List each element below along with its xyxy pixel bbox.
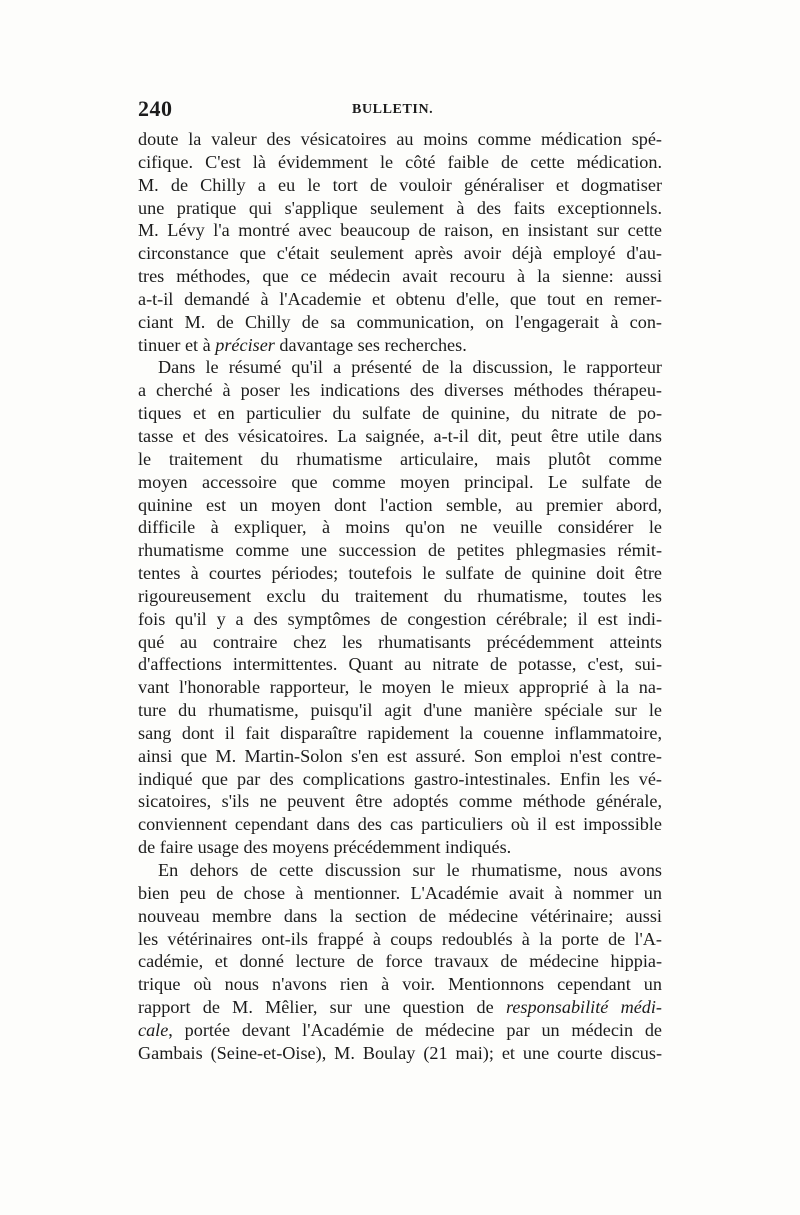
text-line: bien peu de chose à mentionner. L'Académie avait à nommer un — [138, 882, 662, 903]
line-segment: rapport de M. Mêlier, sur une question de — [138, 997, 506, 1018]
text-line: rigoureusement exclu du traitement du rhumatisme, toutes les — [138, 585, 662, 606]
paragraph-first-line: Dans le résumé qu'il a présenté de la discussion, le rapporteur — [158, 357, 662, 378]
text-line: tentes à courtes périodes; toutefois le sulfate de quinine doit être — [138, 563, 662, 584]
text-line: tasse et des vésicatoires. La saignée, a-t-il dit, peut être utile dans — [138, 425, 662, 446]
text-line: difficile à expliquer, à moins qu'on ne veuille considérer le — [138, 517, 662, 538]
text-line: rhumatisme comme une succession de petites phlegmasies rémit- — [138, 540, 662, 561]
text-line: ainsi que M. Martin-Solon s'en est assuré. Son emploi n'est contre- — [138, 745, 662, 766]
text-line: indiqué que par des complications gastro-intestinales. Enfin les vé- — [138, 768, 662, 789]
text-line: le traitement du rhumatisme articulaire, mais plutôt comme — [138, 448, 662, 469]
text-line: M. de Chilly a eu le tort de vouloir généraliser et dogmatiser — [138, 174, 662, 195]
text-line: ciant M. de Chilly de sa communication, on l'engagerait à con- — [138, 311, 662, 332]
text-line: sicatoires, s'ils ne peuvent être adoptés comme méthode générale, — [138, 791, 662, 812]
text-line-with-emphasis — [138, 1019, 662, 1042]
text-line: quinine est un moyen dont l'action semble, au premier abord, — [138, 494, 662, 515]
body-text — [138, 128, 662, 1065]
line-segment: , portée devant l'Académie de médecine par un médecin de — [168, 1019, 662, 1040]
text-line: a cherché à poser les indications des diverses méthodes thérapeu- — [138, 380, 662, 401]
book-page — [138, 96, 662, 1065]
emphasized-word: cale — [138, 1019, 169, 1040]
text-line: ture du rhumatisme, puisqu'il agit d'une manière spéciale sur le — [138, 700, 662, 721]
text-line: sang dont il fait disparaître rapidement la couenne inflammatoire, — [138, 722, 662, 743]
text-line: M. Lévy l'a montré avec beaucoup de raison, en insistant sur cette — [138, 220, 662, 241]
text-line: moyen accessoire que comme moyen principal. Le sulfate de — [138, 471, 662, 492]
text-line: cifique. C'est là évidemment le côté faible de cette médication. — [138, 151, 662, 172]
text-line: de faire usage des moyens précédemment indiqués. — [138, 837, 512, 858]
text-line: Gambais (Seine-et-Oise), M. Boulay (21 mai); et une courte discus- — [138, 1042, 662, 1063]
text-line: tres méthodes, que ce médecin avait recouru à la sienne: aussi — [138, 266, 662, 287]
text-line: vant l'honorable rapporteur, le moyen le mieux approprié à la na- — [138, 677, 662, 698]
text-line: conviennent cependant dans des cas particuliers où il est impossible — [138, 814, 662, 835]
text-line-with-emphasis — [138, 996, 662, 1019]
line-segment: davantage ses recherches. — [274, 334, 467, 355]
line-segment: tinuer et à — [138, 334, 216, 355]
text-line: a-t-il demandé à l'Academie et obtenu d'elle, que tout en remer- — [138, 288, 662, 309]
text-line: qué au contraire chez les rhumatisants précédemment atteints — [138, 631, 662, 652]
text-line: circonstance que c'était seulement après avoir déjà employé d'au- — [138, 243, 662, 264]
text-line: trique où nous n'avons rien à voir. Mentionnons cependant un — [138, 974, 662, 995]
text-line-with-emphasis — [138, 334, 662, 357]
emphasized-word: préciser — [215, 334, 275, 355]
text-line: une pratique qui s'applique seulement à des faits exceptionnels. — [138, 197, 662, 218]
text-line: fois qu'il y a des symptômes de congestion cérébrale; il est indi- — [138, 608, 662, 629]
text-line: les vétérinaires ont-ils frappé à coups redoublés à la porte de l'A- — [138, 928, 662, 949]
text-line: nouveau membre dans la section de médecine vétérinaire; aussi — [138, 905, 662, 926]
text-line: doute la valeur des vésicatoires au moins comme médication spé- — [138, 129, 662, 149]
text-line: tiques et en particulier du sulfate de quinine, du nitrate de po- — [138, 403, 662, 424]
emphasized-phrase: responsabilité médi- — [505, 997, 662, 1018]
page-number: 240 — [138, 96, 173, 121]
running-head — [138, 96, 662, 126]
text-line: d'affections intermittentes. Quant au nitrate de potasse, c'est, sui- — [138, 654, 662, 675]
paragraph-first-line: En dehors de cette discussion sur le rhumatisme, nous avons — [158, 860, 662, 880]
text-line: cadémie, et donné lecture de force travaux de médecine hippia- — [138, 951, 662, 972]
running-title: BULLETIN. — [352, 102, 434, 117]
